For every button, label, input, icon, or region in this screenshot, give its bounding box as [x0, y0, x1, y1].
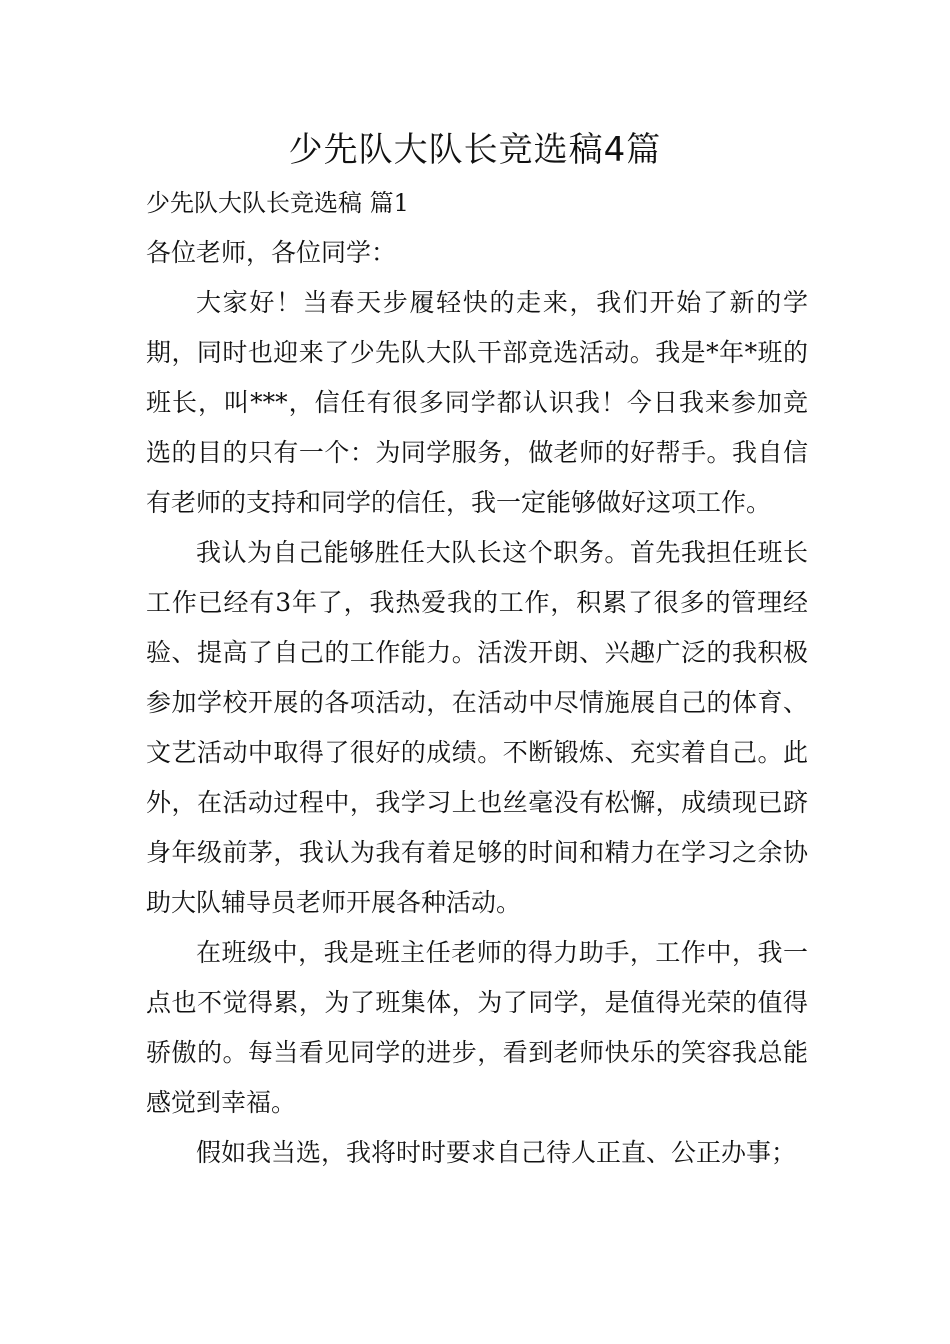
document-body [146, 178, 808, 1178]
section-heading: 少先队大队长竞选稿 篇1 [146, 189, 409, 217]
salutation: 各位老师，各位同学： [146, 238, 397, 267]
paragraph-3: 在班级中，我是班主任老师的得力助手，工作中，我一点也不觉得累，为了班集体，为了同学，是值得光荣的值得骄傲的。每当看见同学的进步，看到老师快乐的笑容我总能感觉到幸福。 [146, 938, 808, 1117]
paragraph-1: 大家好！当春天步履轻快的走来，我们开始了新的学期，同时也迎来了少先队大队干部竞选活动。我是*年*班的班长，叫***，信任有很多同学都认识我！今日我来参加竞选的目的只有一个：为同学服务，做老师的好帮手。我自信有老师的支持和同学的信任，我一定能够做好这项工作。 [146, 288, 808, 517]
paragraph-2: 我认为自己能够胜任大队长这个职务。首先我担任班长工作已经有3年了，我热爱我的工作，积累了很多的管理经验、提高了自己的工作能力。活泼开朗、兴趣广泛的我积极参加学校开展的各项活动，在活动中尽情施展自己的体育、文艺活动中取得了很好的成绩。不断锻炼、充实着自己。此外，在活动过程中，我学习上也丝毫没有松懈，成绩现已跻身年级前茅，我认为我有着足够的时间和精力在学习之余协助大队辅导员老师开展各种活动。 [146, 538, 808, 917]
document-title: 少先队大队长竞选稿4篇 [288, 130, 662, 170]
paragraph-4: 假如我当选，我将时时要求自己待人正直、公正办事； [196, 1138, 797, 1167]
